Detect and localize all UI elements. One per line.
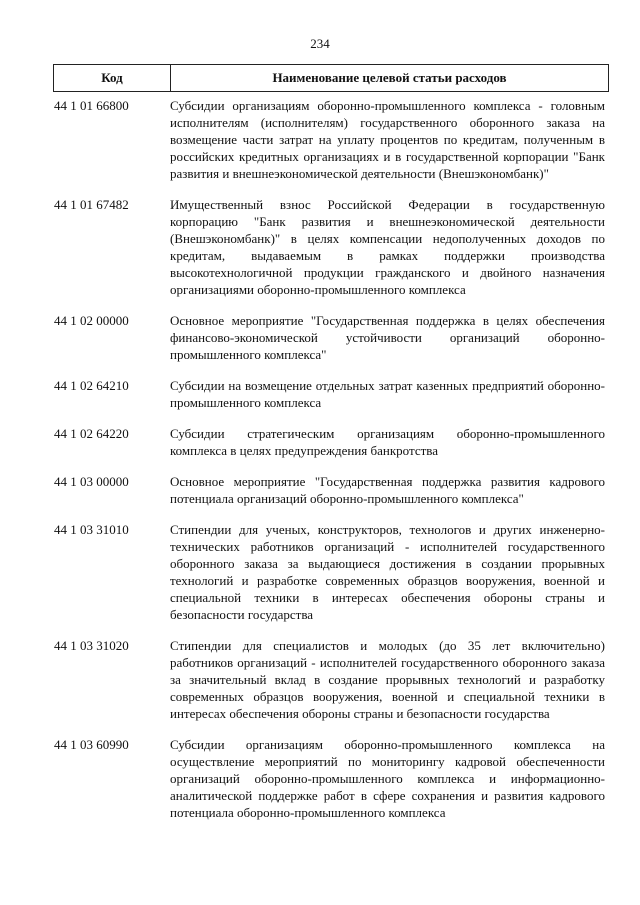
table-body [53, 97, 609, 835]
table-row [53, 312, 609, 363]
row-code: 44 1 03 60990 [54, 737, 129, 752]
table-row [53, 97, 609, 182]
table-row [53, 473, 609, 507]
row-name: Стипендии для ученых, конструкторов, технологов и других инженерно-технических работников организаций - исполнителей государственного оборонного заказа за выдающиеся достижения в создании прорывных технологий и разработке современных образцов вооружения, военной и специальной техники в интересах обеспечения обороны страны и безопасности государства [170, 522, 605, 622]
row-code: 44 1 02 64210 [54, 378, 129, 393]
row-code: 44 1 03 31020 [54, 638, 129, 653]
column-header-code: Код [54, 65, 171, 91]
table-row [53, 736, 609, 821]
row-code: 44 1 03 31010 [54, 522, 129, 537]
row-name: Субсидии на возмещение отдельных затрат казенных предприятий оборонно-промышленного комплекса [170, 378, 605, 410]
row-name: Субсидии организациям оборонно-промышленного комплекса на осуществление мероприятий по мониторингу кадровой обеспеченности организаций оборонно-промышленного комплекса и информационно-аналитической поддержке работ в сфере сохранения и развития кадрового потенциала оборонно-промышленного комплекса [170, 737, 605, 820]
table-row [53, 521, 609, 623]
row-name: Субсидии организациям оборонно-промышленного комплекса - головным исполнителям (исполнителям) государственного оборонного заказа на возмещение части затрат на уплату процентов по кредитам, полученным в российских кредитных организациях и в государственной корпорации "Банк развития и внешнеэкономической деятельности (Внешэкономбанк)" [170, 98, 605, 181]
row-code: 44 1 01 66800 [54, 98, 129, 113]
row-code: 44 1 02 00000 [54, 313, 129, 328]
table-row [53, 377, 609, 411]
column-header-name: Наименование целевой статьи расходов [272, 70, 507, 85]
table-row [53, 196, 609, 298]
row-code: 44 1 01 67482 [54, 197, 129, 212]
table-row [53, 637, 609, 722]
row-name: Имущественный взнос Российской Федерации в государственную корпорацию "Банк развития и внешнеэкономической деятельности (Внешэкономбанк)" в целях компенсации недополученных доходов по кредитам, выдаваемым в рамках поддержки производства высокотехнологичной продукции гражданского и двойного назначения организациями оборонно-промышленного комплекса [170, 197, 605, 297]
table-row [53, 425, 609, 459]
row-name: Субсидии стратегическим организациям оборонно-промышленного комплекса в целях предупреждения банкротства [170, 426, 605, 458]
table-header [53, 64, 609, 92]
row-code: 44 1 02 64220 [54, 426, 129, 441]
page-number: 234 [310, 36, 330, 51]
row-name: Основное мероприятие "Государственная поддержка в целях обеспечения финансово-экономической устойчивости организаций оборонно-промышленного комплекса" [170, 313, 605, 362]
row-code: 44 1 03 00000 [54, 474, 129, 489]
row-name: Основное мероприятие "Государственная поддержка развития кадрового потенциала организаций оборонно-промышленного комплекса" [170, 474, 605, 506]
row-name: Стипендии для специалистов и молодых (до 35 лет включительно) работников организаций - исполнителей государственного оборонного заказа за значительный вклад в создание прорывных технологий и разработку современных образцов вооружения, военной и специальной техники в интересах обеспечения обороны страны и безопасности государства [170, 638, 605, 721]
